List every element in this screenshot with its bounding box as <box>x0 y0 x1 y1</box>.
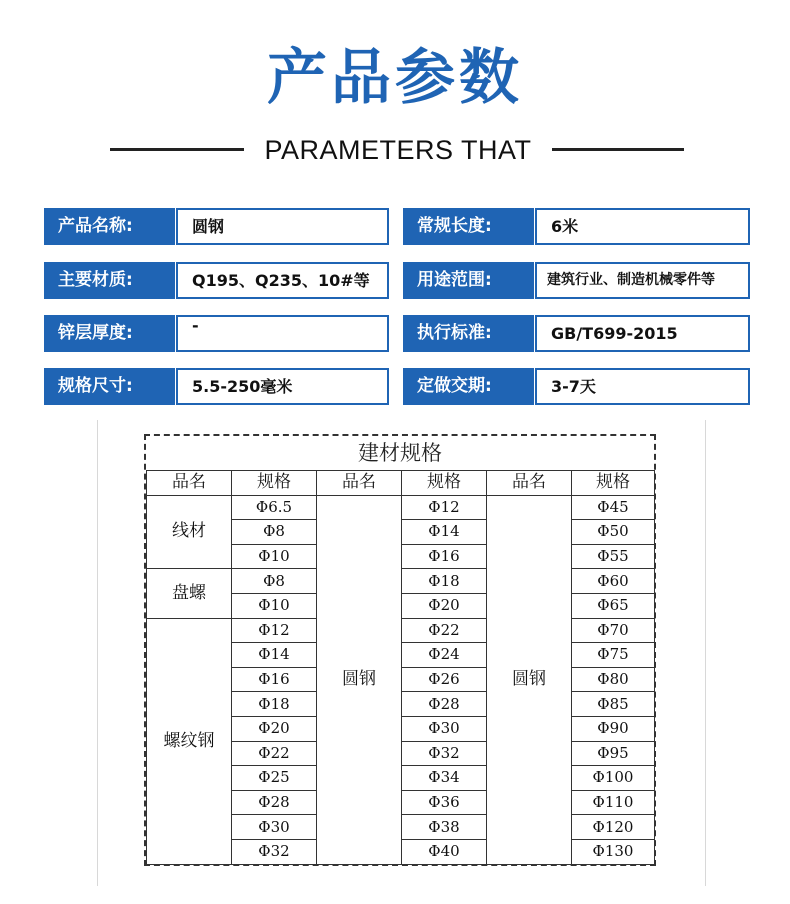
size-cell: Φ70 <box>572 618 655 643</box>
size-cell: Φ16 <box>232 667 317 692</box>
param-value: 5.5-250毫米 <box>176 368 389 405</box>
size-cell: Φ36 <box>402 790 487 815</box>
size-cell: Φ60 <box>572 569 655 594</box>
size-cell: Φ32 <box>232 839 317 864</box>
size-cell: Φ30 <box>232 815 317 840</box>
size-cell: Φ30 <box>402 716 487 741</box>
size-cell: Φ14 <box>232 643 317 668</box>
size-cell: Φ50 <box>572 520 655 545</box>
size-cell: Φ12 <box>232 618 317 643</box>
param-value: 3-7天 <box>535 368 750 405</box>
product-name-cell: 螺纹钢 <box>147 618 232 864</box>
size-cell: Φ10 <box>232 593 317 618</box>
size-cell: Φ6.5 <box>232 495 317 520</box>
size-cell: Φ120 <box>572 815 655 840</box>
spec-table-body <box>147 471 655 865</box>
size-cell: Φ18 <box>232 692 317 717</box>
spec-table <box>146 470 655 865</box>
param-label: 常规长度: <box>403 208 534 245</box>
size-cell: Φ34 <box>402 766 487 791</box>
param-value: 建筑行业、制造机械零件等 <box>535 262 750 299</box>
spec-table-title: 建材规格 <box>358 441 442 465</box>
size-cell: Φ12 <box>402 495 487 520</box>
size-cell: Φ85 <box>572 692 655 717</box>
size-cell: Φ16 <box>402 544 487 569</box>
table-header-row <box>147 471 655 496</box>
column-header: 品名 <box>317 471 402 496</box>
guide-line-right <box>705 420 706 886</box>
size-cell: Φ80 <box>572 667 655 692</box>
page-title: 产品参数 <box>267 43 523 113</box>
size-cell: Φ26 <box>402 667 487 692</box>
size-cell: Φ45 <box>572 495 655 520</box>
param-value: GB/T699-2015 <box>535 315 750 352</box>
size-cell: Φ18 <box>402 569 487 594</box>
size-cell: Φ28 <box>232 790 317 815</box>
size-cell: Φ10 <box>232 544 317 569</box>
size-cell: Φ75 <box>572 643 655 668</box>
guide-line-left <box>97 420 98 886</box>
size-cell: Φ55 <box>572 544 655 569</box>
product-name-cell: 圆钢 <box>317 495 402 864</box>
size-cell: Φ20 <box>402 593 487 618</box>
param-label: 产品名称: <box>44 208 175 245</box>
column-header: 品名 <box>147 471 232 496</box>
column-header: 规格 <box>572 471 655 496</box>
param-value: Q195、Q235、10#等 <box>176 262 389 299</box>
subtitle-right-rule <box>552 148 684 151</box>
size-cell: Φ22 <box>232 741 317 766</box>
size-cell: Φ130 <box>572 839 655 864</box>
subtitle-row <box>0 130 790 170</box>
column-header: 品名 <box>487 471 572 496</box>
param-label: 主要材质: <box>44 262 175 299</box>
size-cell: Φ8 <box>232 569 317 594</box>
product-name-cell: 线材 <box>147 495 232 569</box>
size-cell: Φ28 <box>402 692 487 717</box>
size-cell: Φ65 <box>572 593 655 618</box>
size-cell: Φ95 <box>572 741 655 766</box>
size-cell: Φ38 <box>402 815 487 840</box>
param-label: 执行标准: <box>403 315 534 352</box>
param-label: 定做交期: <box>403 368 534 405</box>
subtitle-left-rule <box>110 148 244 151</box>
column-header: 规格 <box>232 471 317 496</box>
spec-table-panel <box>144 434 656 866</box>
size-cell: Φ22 <box>402 618 487 643</box>
size-cell: Φ32 <box>402 741 487 766</box>
size-cell: Φ110 <box>572 790 655 815</box>
size-cell: Φ90 <box>572 716 655 741</box>
param-label: 锌层厚度: <box>44 315 175 352</box>
subtitle: PARAMETERS THAT <box>264 135 532 165</box>
product-name-cell: 圆钢 <box>487 495 572 864</box>
size-cell: Φ100 <box>572 766 655 791</box>
size-cell: Φ40 <box>402 839 487 864</box>
param-value: 圆钢 <box>176 208 389 245</box>
size-cell: Φ14 <box>402 520 487 545</box>
size-cell: Φ25 <box>232 766 317 791</box>
table-row <box>147 495 655 520</box>
column-header: 规格 <box>402 471 487 496</box>
param-value: 6米 <box>535 208 750 245</box>
param-value: - <box>176 315 389 352</box>
param-label: 规格尺寸: <box>44 368 175 405</box>
size-cell: Φ24 <box>402 643 487 668</box>
size-cell: Φ8 <box>232 520 317 545</box>
param-label: 用途范围: <box>403 262 534 299</box>
product-name-cell: 盘螺 <box>147 569 232 618</box>
size-cell: Φ20 <box>232 716 317 741</box>
